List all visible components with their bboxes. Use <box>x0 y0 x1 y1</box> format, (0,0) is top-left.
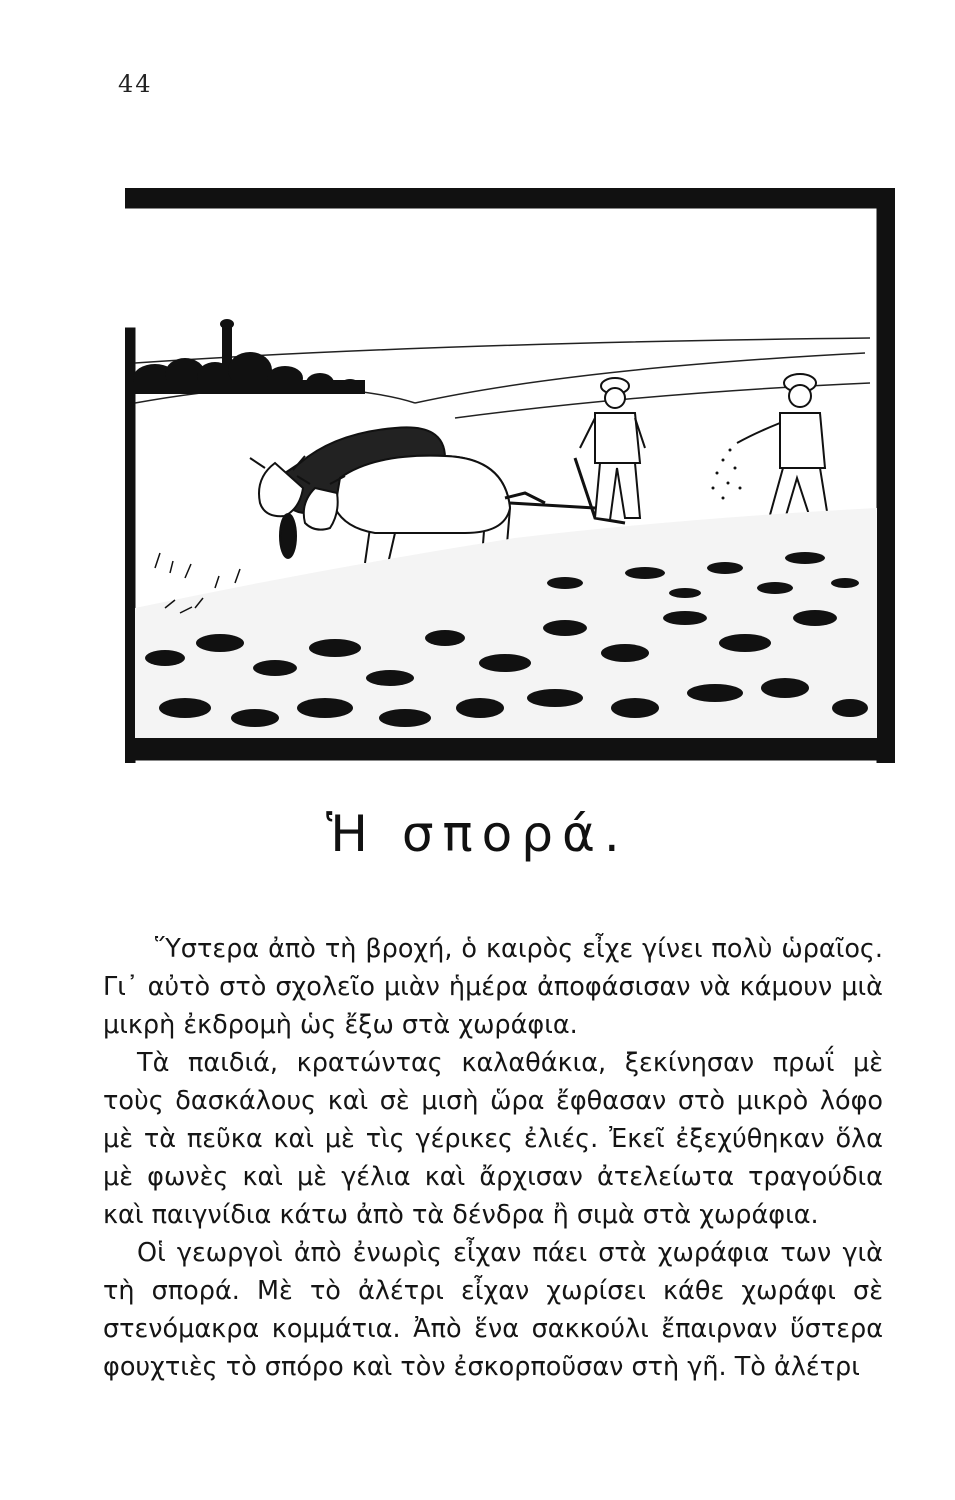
paragraph: Ὕστερα ἀπὸ τὴ βροχή, ὁ καιρὸς εἶχε γίνει πολὺ ὡραῖος. Γι᾿ αὐτὸ στὸ σχολεῖο μιὰν ἡμέρα ἀποφάσισαν νὰ κάμουν μιὰ μικρὴ ἐκδρομὴ ὡς ἔξω στὰ χωράφια. <box>103 934 883 1040</box>
plowing-illustration <box>125 188 895 763</box>
paragraph: Οἱ γεωργοὶ ἀπὸ ἐνωρὶς εἶχαν πάει στὰ χωράφια των γιὰ τὴ σπορά. Μὲ τὸ ἀλέτρι εἶχαν χωρίσει κάθε χωράφι σὲ στενόμακρα κομμάτια. Ἀπὸ ἕνα σακκούλι ἔπαιρναν ὕστερα φουχτιὲς τὸ σπόρο καὶ τὸν ἐσκορποῦσαν στὴ γῆ. Τὸ ἀλέτρι <box>103 1238 883 1382</box>
distant-trees <box>133 319 365 394</box>
body-text <box>103 930 883 1386</box>
paragraph: Τὰ παιδιά, κρατώντας καλαθάκια, ξεκίνησαν πρωΐ μὲ τοὺς δασκάλους καὶ σὲ μισὴ ὥρα ἔφθασαν στὸ μικρὸ λόφο μὲ τὰ πεῦκα καὶ μὲ τὶς γέρικες ἐλιές. Ἐκεῖ ἐξεχύθηκαν ὅλα μὲ φωνὲς καὶ μὲ γέλια καὶ ἄρχισαν ἀτελείωτα τραγούδια καὶ παιγνίδια κάτω ἀπὸ τὰ δένδρα ἢ σιμὰ στὰ χωράφια. <box>103 1048 883 1230</box>
page-number: 44 <box>118 70 153 98</box>
ploughed-field <box>135 508 877 738</box>
scattered-seeds <box>712 449 742 500</box>
page-title: Ἡ σπορά. <box>326 805 629 863</box>
